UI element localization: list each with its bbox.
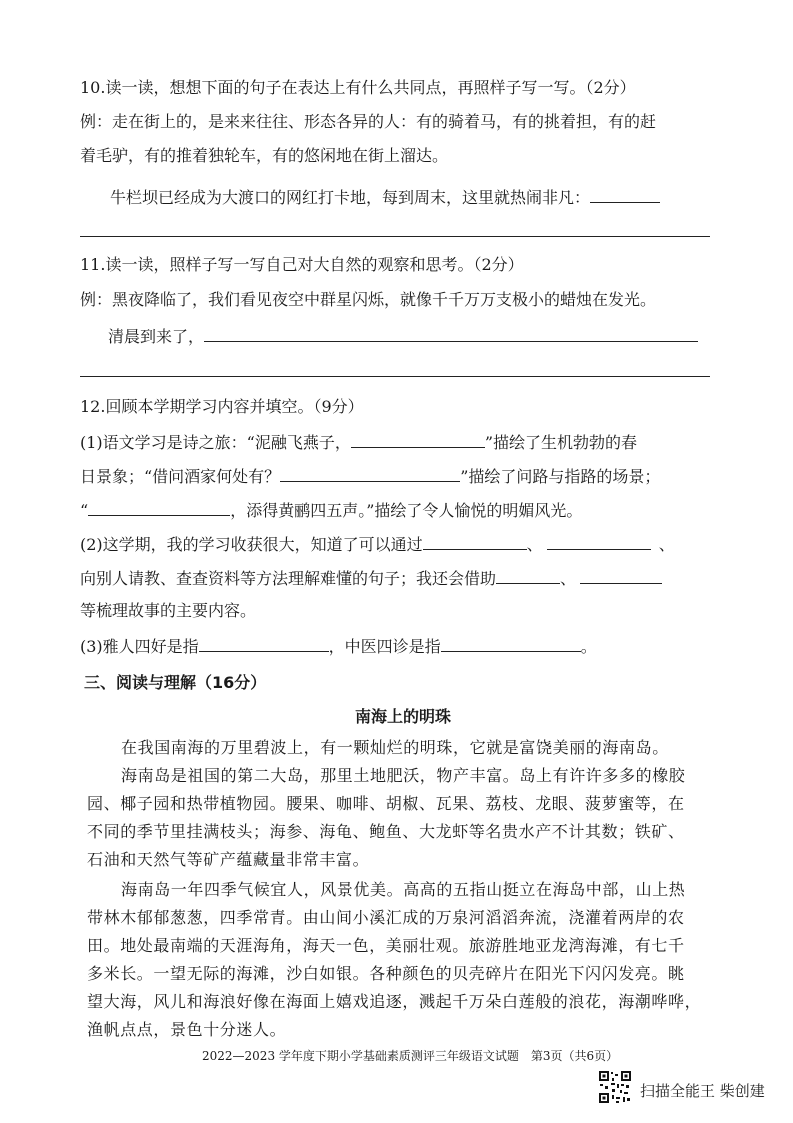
- q12-blank-6[interactable]: [496, 567, 560, 584]
- passage-line: 园、椰子园和热带植物园。腰果、咖啡、胡椒、瓦果、荔枝、龙眼、菠萝蜜等，在: [87, 794, 685, 813]
- q12-p3-text-c: 。: [580, 637, 597, 656]
- q12-p2-text-a: (2)这学期，我的学习收获很大，知道了可以通过: [80, 535, 423, 554]
- q10-example-line1: 例：走在街上的，是来来往往、形态各异的人：有的骑着马，有的挑着担，有的赶: [80, 112, 657, 131]
- q10-prompt: [110, 186, 660, 208]
- q12-p3-text-b: ，中医四诊是指: [328, 637, 441, 656]
- q12-blank-3[interactable]: [88, 499, 230, 516]
- q12-blank-7[interactable]: [580, 567, 662, 584]
- q11-title: 11.读一读，照样子写一写自己对大自然的观察和思考。（2分）: [80, 255, 524, 274]
- q12-blank-1[interactable]: [351, 431, 485, 448]
- q12-blank-2[interactable]: [280, 465, 460, 482]
- passage-line: 海南岛是祖国的第二大岛，那里土地肥沃，物产丰富。岛上有许许多多的橡胶: [121, 766, 686, 785]
- q10-answer-line[interactable]: [80, 236, 710, 237]
- q12-p2-text-b: 、: [526, 535, 543, 554]
- qr-code-icon: [598, 1070, 632, 1104]
- q10-prompt-text: 牛栏坝已经成为大渡口的网红打卡地，每到周末，这里就热闹非凡：: [110, 188, 591, 207]
- q11-answer-blank[interactable]: [204, 325, 698, 342]
- q12-p2-text-e: 、: [560, 569, 577, 588]
- scanner-watermark: 扫描全能王 柴创建: [640, 1082, 765, 1100]
- q12-part2-line2: [80, 567, 662, 589]
- passage-line: 石油和天然气等矿产蕴藏量非常丰富。: [87, 850, 370, 869]
- q11-example: 例：黑夜降临了，我们看见夜空中群星闪烁，就像千千万万支极小的蜡烛在发光。: [80, 290, 657, 309]
- q12-p1-text-a: (1)语文学习是诗之旅：“泥融飞燕子，: [80, 433, 351, 452]
- q12-blank-5[interactable]: [547, 533, 651, 550]
- q10-example-line2: 着毛驴，有的推着独轮车，有的悠闲地在街上溜达。: [80, 146, 449, 165]
- q12-blank-4[interactable]: [423, 533, 527, 550]
- q10-title: 10.读一读，想想下面的句子在表达上有什么共同点，再照样子写一写。（2分）: [80, 78, 636, 97]
- q11-answer-line[interactable]: [80, 376, 710, 377]
- passage-line: 渔帆点点，景色十分迷人。: [87, 1020, 287, 1039]
- passage-line: 望大海，风儿和海浪好像在海面上嬉戏追逐，溅起千万朵白莲般的浪花，海潮哗哗，: [87, 992, 702, 1011]
- q11-prompt: [108, 325, 698, 347]
- passage-line: 多米长。一望无际的海滩，沙白如银。各种颜色的贝壳碎片在阳光下闪闪发亮。眺: [87, 964, 685, 983]
- q12-part2-line3: 等梳理故事的主要内容。: [80, 601, 257, 620]
- q12-p1-text-e: “: [80, 501, 89, 520]
- section-heading: 三、阅读与理解（16分）: [84, 673, 267, 692]
- q12-p1-text-b: ”描绘了生机勃勃的春: [484, 433, 638, 452]
- passage-line: 海南岛一年四季气候宜人，风景优美。高高的五指山挺立在海岛中部，山上热: [121, 880, 686, 899]
- q12-part2-line1: [80, 533, 675, 555]
- q12-blank-8[interactable]: [199, 635, 329, 652]
- passage-line: 带林木郁郁葱葱，四季常青。由山间小溪汇成的万泉河滔滔奔流，浇灌着两岸的农: [87, 908, 685, 927]
- passage-title: 南海上的明珠: [355, 707, 452, 726]
- passage-line: 田。地处最南端的天涯海角，海天一色，美丽壮观。旅游胜地亚龙湾海滩，有七千: [87, 936, 685, 955]
- q12-title: 12.回顾本学期学习内容并填空。（9分）: [80, 397, 364, 416]
- q10-answer-blank[interactable]: [590, 186, 660, 203]
- q11-prompt-text: 清晨到来了，: [108, 327, 205, 346]
- q12-p1-text-f: ，添得黄鹂四五声。”描绘了令人愉悦的明媚风光。: [230, 501, 583, 520]
- q12-p2-text-c: 、: [658, 535, 675, 554]
- q12-part1-line2: [80, 465, 660, 487]
- q12-p1-text-c: 日景象；“借问酒家何处有？: [80, 467, 281, 486]
- q12-blank-9[interactable]: [441, 635, 581, 652]
- q12-p2-text-d: 向别人请教、查查资料等方法理解难懂的句子；我还会借助: [80, 569, 497, 588]
- passage-line: 不同的季节里挂满枝头；海参、海龟、鲍鱼、大龙虾等名贵水产不计其数；铁矿、: [87, 822, 685, 841]
- q12-part3-line1: [80, 635, 597, 657]
- q12-part1-line1: [80, 431, 637, 453]
- q12-part1-line3: [80, 499, 582, 521]
- passage-line: 在我国南海的万里碧波上，有一颗灿烂的明珠，它就是富饶美丽的海南岛。: [121, 738, 669, 757]
- q12-p3-text-a: (3)雅人四好是指: [80, 637, 199, 656]
- q12-p1-text-d: ”描绘了问路与指路的场景；: [460, 467, 661, 486]
- page-footer: 2022—2023 学年度下期小学基础素质测评三年级语文试题 第3页（共6页）: [202, 1049, 619, 1063]
